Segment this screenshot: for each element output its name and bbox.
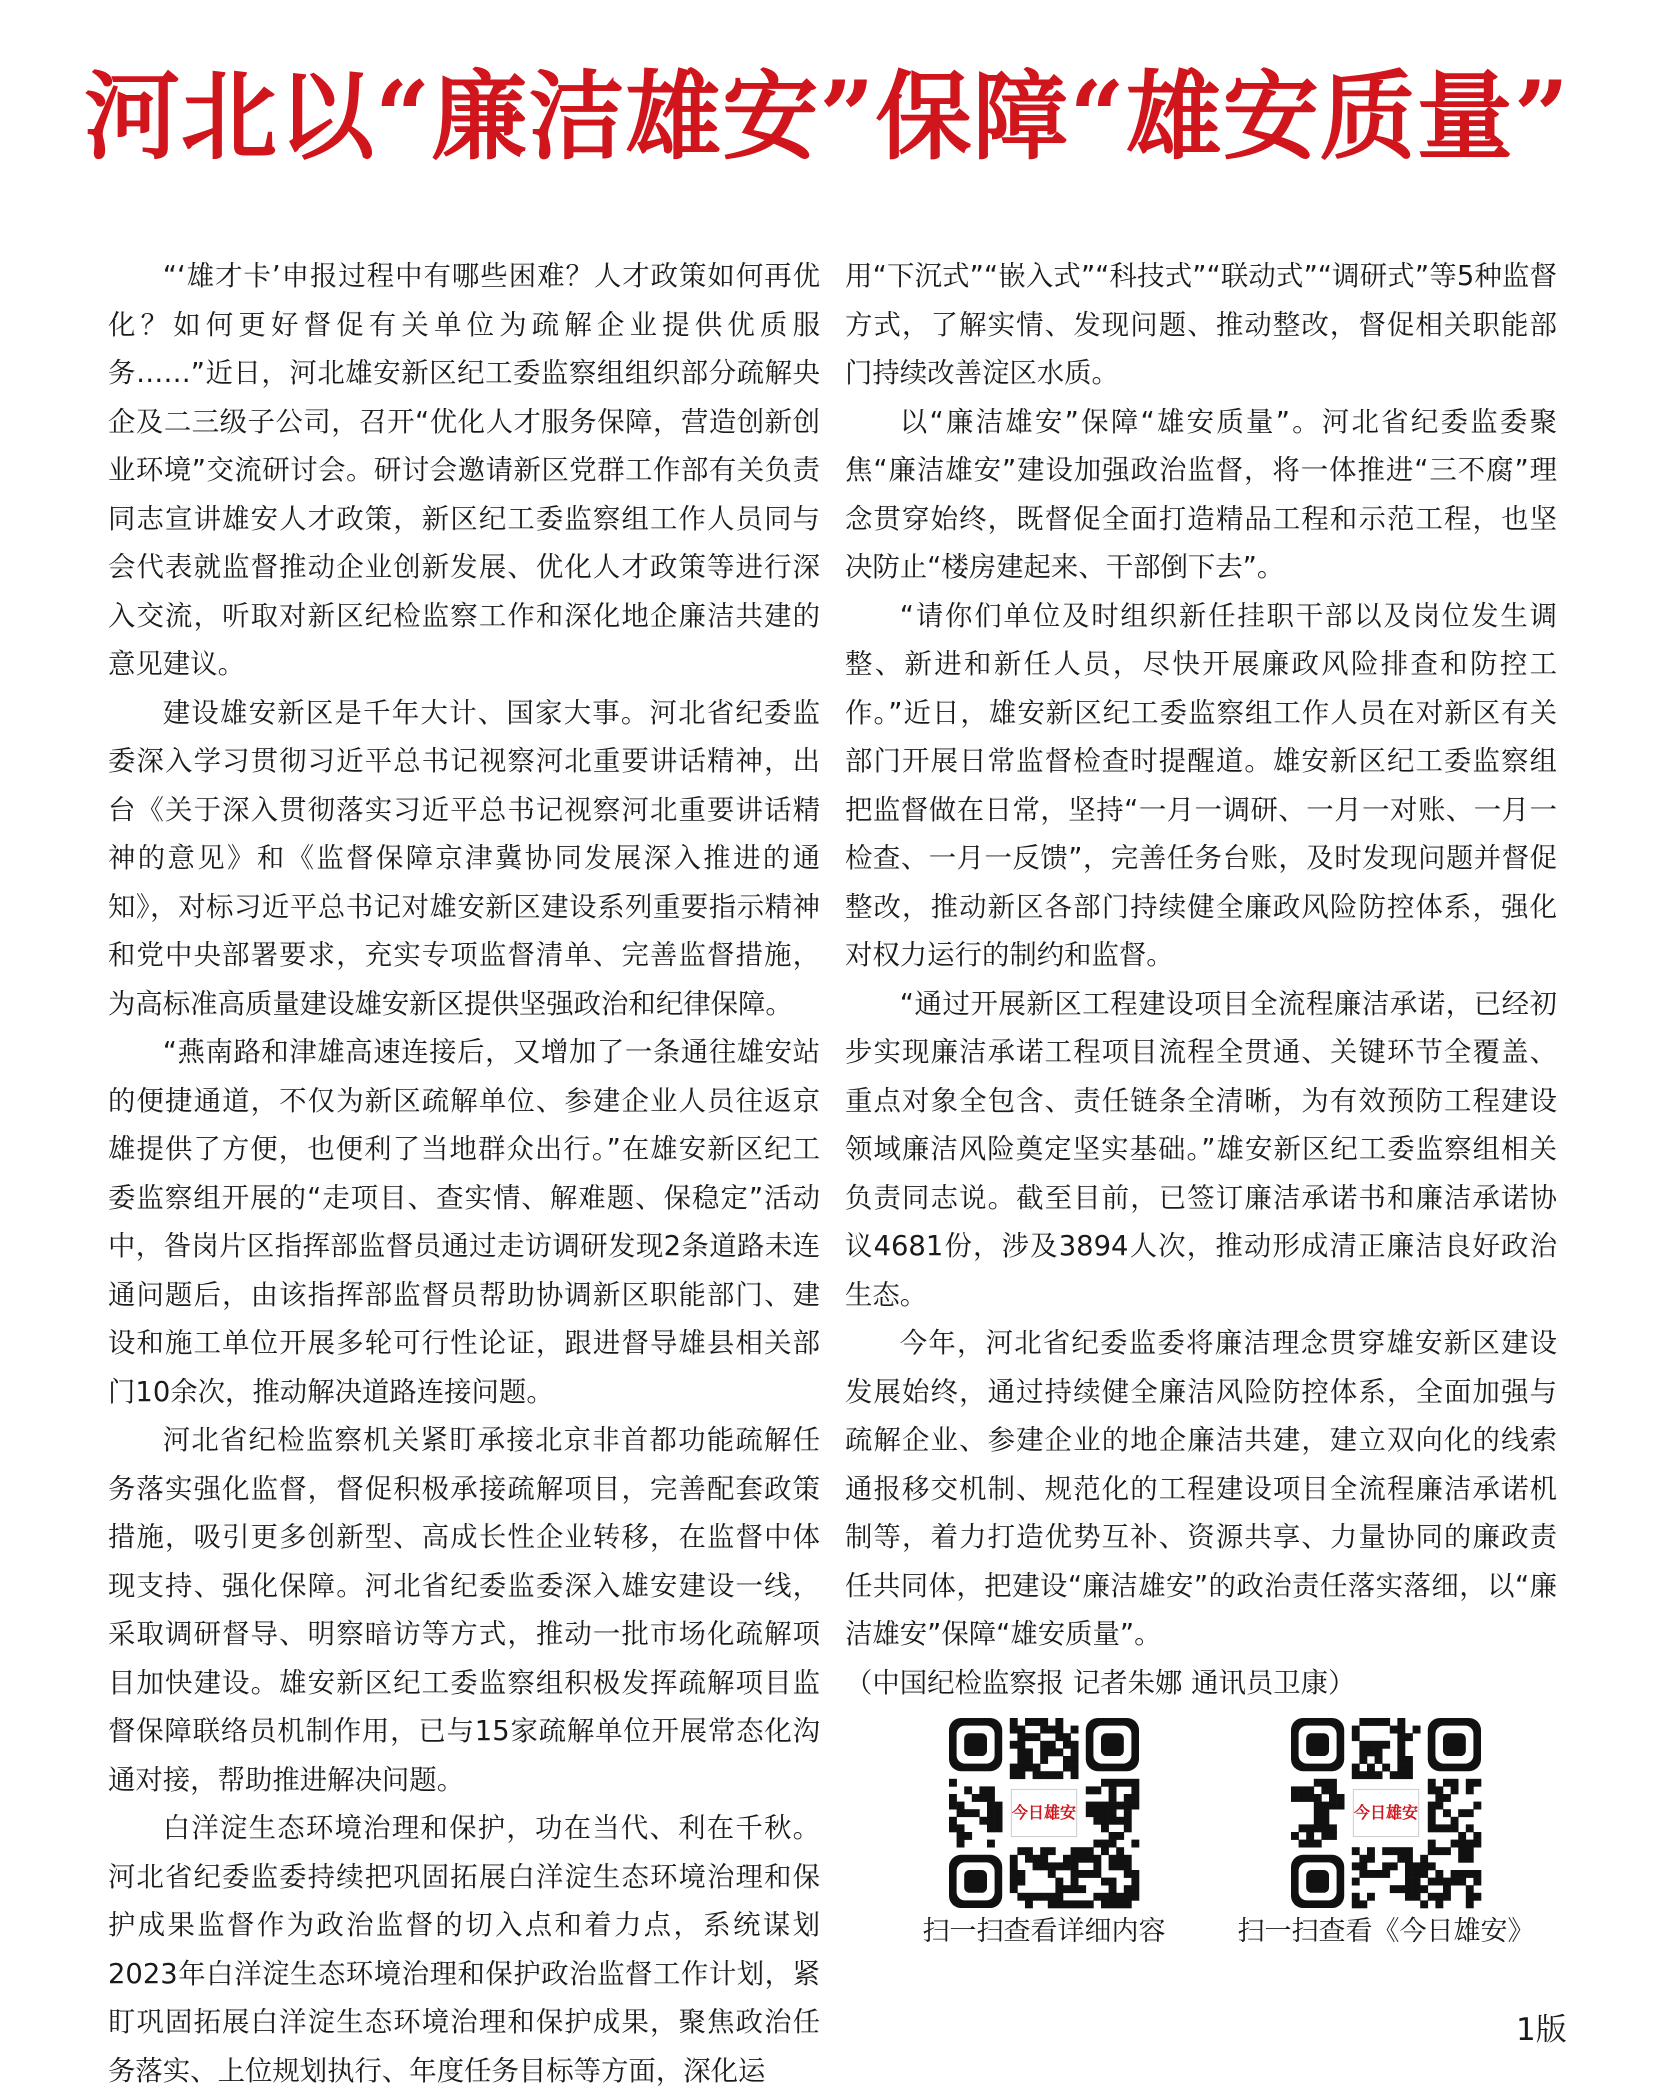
qr-code-icon[interactable] (949, 1718, 1139, 1908)
headline: 河北以“廉洁雄安”保障“雄安质量” (84, 60, 1570, 173)
qr-code-block-details (889, 1718, 1199, 1950)
qr-logo-text: 今日雄安 (1011, 1803, 1077, 1822)
qr-caption: 扫一扫查看《今日雄安》 (1237, 1916, 1535, 1947)
article-column-left (108, 253, 820, 2087)
paragraph: 以“廉洁雄安”保障“雄安质量”。河北省纪委监委聚焦“廉洁雄安”建设加强政治监督，将一体推进“三不腐”理念贯穿始终，既督促全面打造精品工程和示范工程，也坚决防止“楼房建起来、干部倒下去”。 (845, 406, 1557, 583)
article-column-right (845, 253, 1557, 1985)
qr-code-row (845, 1718, 1557, 2048)
paragraph: 河北省纪检监察机关紧盯承接北京非首都功能疏解任务落实强化监督，督促积极承接疏解项目，完善配套政策措施，吸引更多创新型、高成长性企业转移，在监督中体现支持、强化保障。河北省纪委监委深入雄安建设一线，采取调研督导、明察暗访等方式，推动一批市场化疏解项目加快建设。雄安新区纪工委监察组积极发挥疏解项目监督保障联络员机制作用，已与15家疏解单位开展常态化沟通对接，帮助推进解决问题。 (108, 1425, 820, 1796)
byline: （中国纪检监察报 记者朱娜 通讯员卫康） (845, 1667, 1356, 1699)
qr-code-block-app (1231, 1718, 1541, 1950)
paragraph: 今年，河北省纪委监委将廉洁理念贯穿雄安新区建设发展始终，通过持续健全廉洁风险防控体系，全面加强与疏解企业、参建企业的地企廉洁共建，建立双向化的线索通报移交机制、规范化的工程建设项目全流程廉洁承诺机制等，着力打造优势互补、资源共享、力量协同的廉政责任共同体，把建设“廉洁雄安”的政治责任落实落细，以“廉洁雄安”保障“雄安质量”。 (845, 1328, 1557, 1650)
qr-caption: 扫一扫查看详细内容 (922, 1916, 1166, 1947)
page-number: 1版 (1516, 2012, 1567, 2048)
paragraph: “通过开展新区工程建设项目全流程廉洁承诺，已经初步实现廉洁承诺工程项目流程全贯通、关键环节全覆盖、重点对象全包含、责任链条全清晰，为有效预防工程建设领域廉洁风险奠定坚实基础。”雄安新区纪工委监察组相关负责同志说。截至目前，已签订廉洁承诺书和廉洁承诺协议4681份，涉及3894人次，推动形成清正廉洁良好政治生态。 (845, 988, 1557, 1311)
qr-logo-text: 今日雄安 (1353, 1803, 1419, 1822)
paragraph: 建设雄安新区是千年大计、国家大事。河北省纪委监委深入学习贯彻习近平总书记视察河北重要讲话精神，出台《关于深入贯彻落实习近平总书记视察河北重要讲话精神的意见》和《监督保障京津冀协同发展深入推进的通知》，对标习近平总书记对雄安新区建设系列重要指示精神和党中央部署要求，充实专项监督清单、完善监督措施，为高标准高质量建设雄安新区提供坚强政治和纪律保障。 (108, 697, 820, 1020)
paragraph: 用“下沉式”“嵌入式”“科技式”“联动式”“调研式”等5种监督方式，了解实情、发现问题、推动整改，督促相关职能部门持续改善淀区水质。 (845, 261, 1557, 389)
paragraph: “燕南路和津雄高速连接后，又增加了一条通往雄安站的便捷通道，不仅为新区疏解单位、参建企业人员往返京雄提供了方便，也便利了当地群众出行。”在雄安新区纪工委监察组开展的“走项目、查实情、解难题、保稳定”活动中，昝岗片区指挥部监督员通过走访调研发现2条道路未连通问题后，由该指挥部监督员帮助协调新区职能部门、建设和施工单位开展多轮可行性论证，跟进督导雄县相关部门10余次，推动解决道路连接问题。 (108, 1037, 820, 1408)
qr-code-icon[interactable] (1291, 1718, 1481, 1908)
paragraph: “‘雄才卡’申报过程中有哪些困难？人才政策如何再优化？如何更好督促有关单位为疏解企业提供优质服务……”近日，河北雄安新区纪工委监察组组织部分疏解央企及二三级子公司，召开“优化人才服务保障，营造创新创业环境”交流研讨会。研讨会邀请新区党群工作部有关负责同志宣讲雄安人才政策，新区纪工委监察组工作人员同与会代表就监督推动企业创新发展、优化人才政策等进行深入交流，听取对新区纪检监察工作和深化地企廉洁共建的意见建议。 (108, 261, 820, 680)
paragraph: 白洋淀生态环境治理和保护，功在当代、利在千秋。河北省纪委监委持续把巩固拓展白洋淀生态环境治理和保护成果监督作为政治监督的切入点和着力点，系统谋划2023年白洋淀生态环境治理和保护政治监督工作计划，紧盯巩固拓展白洋淀生态环境治理和保护成果，聚焦政治任务落实、上位规划执行、年度任务目标等方面，深化运 (108, 1813, 820, 2087)
paragraph: “请你们单位及时组织新任挂职干部以及岗位发生调整、新进和新任人员，尽快开展廉政风险排查和防控工作。”近日，雄安新区纪工委监察组工作人员在对新区有关部门开展日常监督检查时提醒道。雄安新区纪工委监察组把监督做在日常，坚持“一月一调研、一月一对账、一月一检查、一月一反馈”，完善任务台账，及时发现问题并督促整改，推动新区各部门持续健全廉政风险防控体系，强化对权力运行的制约和监督。 (845, 600, 1557, 971)
